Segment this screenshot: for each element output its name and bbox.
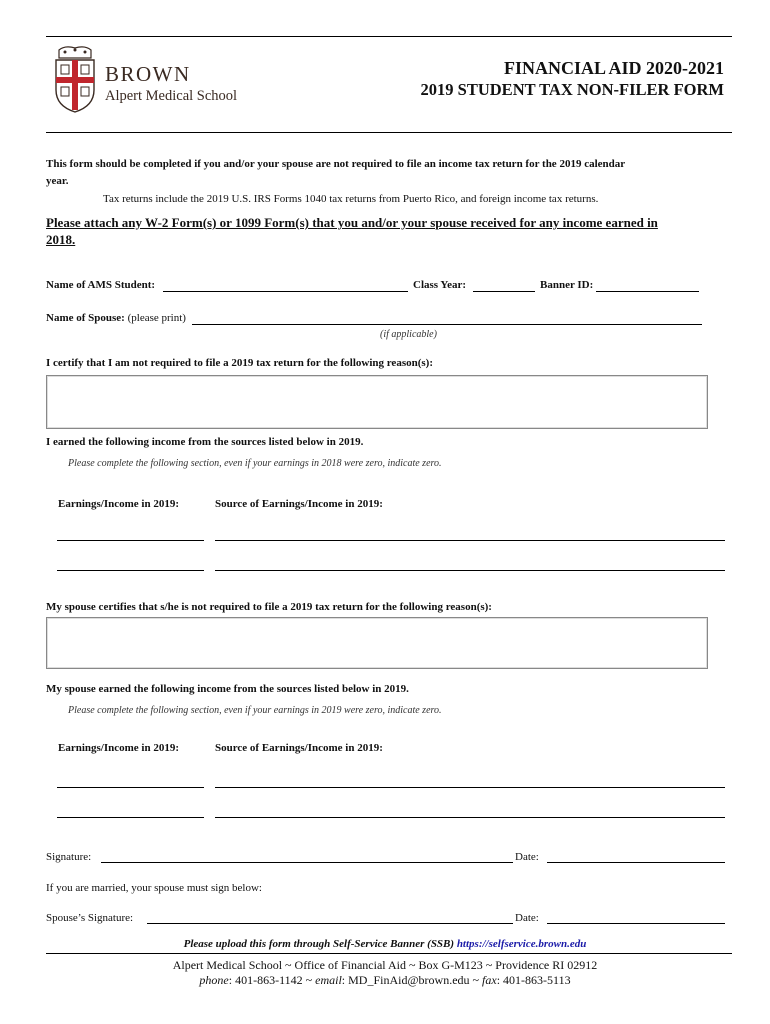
spouse-source-column-header: Source of Earnings/Income in 2019: bbox=[215, 742, 383, 754]
spouse-signature-label: Spouse’s Signature: bbox=[46, 912, 134, 924]
spouse-name-label bbox=[46, 312, 186, 324]
spouse-name-hint: (please print) bbox=[127, 312, 186, 324]
date-label: Date: bbox=[515, 851, 539, 863]
spouse-date-field[interactable] bbox=[547, 923, 725, 924]
class-year-label: Class Year: bbox=[413, 279, 467, 291]
student-source-line-1[interactable] bbox=[215, 540, 725, 541]
phone-number: : 401-863-1142 ~ bbox=[228, 973, 313, 987]
email-address[interactable]: : MD_FinAid@brown.edu ~ bbox=[341, 973, 480, 987]
date-field[interactable] bbox=[547, 862, 725, 863]
student-earnings-note: Please complete the following section, even if your earnings in 2018 were zero, indicate zero. bbox=[68, 458, 442, 469]
signature-field[interactable] bbox=[101, 862, 513, 863]
spouse-earnings-note: Please complete the following section, even if your earnings in 2019 were zero, indicate zero. bbox=[68, 705, 442, 716]
intro-text-continued: year. bbox=[46, 175, 69, 187]
phone-label: phone bbox=[199, 973, 229, 987]
student-earned-label: I earned the following income from the sources listed below in 2019. bbox=[46, 436, 364, 448]
spouse-reason-box[interactable] bbox=[46, 617, 708, 669]
student-earnings-column-header: Earnings/Income in 2019: bbox=[58, 498, 180, 510]
married-note: If you are married, your spouse must sign below: bbox=[46, 882, 262, 894]
spouse-earnings-column-header: Earnings/Income in 2019: bbox=[58, 742, 180, 754]
selfservice-link[interactable]: https://selfservice.brown.edu bbox=[456, 938, 587, 950]
class-year-field[interactable] bbox=[473, 291, 535, 292]
email-label: email bbox=[315, 973, 342, 987]
logo-subtitle: Alpert Medical School bbox=[105, 88, 238, 104]
spouse-earnings-line-2[interactable] bbox=[57, 817, 204, 818]
student-earnings-line-2[interactable] bbox=[57, 570, 204, 571]
top-rule bbox=[46, 36, 732, 37]
spouse-certify-label: My spouse certifies that s/he is not required to file a 2019 tax return for the following reason(s): bbox=[46, 601, 492, 613]
form-title: FINANCIAL AID 2020-2021 bbox=[503, 58, 724, 78]
tax-returns-note: Tax returns include the 2019 U.S. IRS Forms 1040 tax returns from Puerto Rico, and foreign income tax returns. bbox=[103, 193, 599, 205]
banner-id-field[interactable] bbox=[596, 291, 699, 292]
form-subtitle: 2019 STUDENT TAX NON-FILER FORM bbox=[420, 80, 724, 99]
spouse-earned-label: My spouse earned the following income from the sources listed below in 2019. bbox=[46, 683, 409, 695]
student-name-label: Name of AMS Student: bbox=[46, 279, 156, 291]
student-name-field[interactable] bbox=[163, 291, 408, 292]
spouse-earnings-line-1[interactable] bbox=[57, 787, 204, 788]
spouse-name-label-text: Name of Spouse: bbox=[46, 312, 125, 324]
fax-label: fax bbox=[482, 973, 497, 987]
upload-instruction bbox=[0, 938, 770, 950]
student-certify-label: I certify that I am not required to file a 2019 tax return for the following reason(s): bbox=[46, 357, 433, 369]
banner-id-label: Banner ID: bbox=[540, 279, 594, 291]
student-source-line-2[interactable] bbox=[215, 570, 725, 571]
upload-text: Please upload this form through Self-Service Banner (SSB) bbox=[183, 938, 455, 950]
attach-instruction-continued: 2018. bbox=[46, 232, 76, 247]
contact-line bbox=[0, 973, 770, 988]
signature-label: Signature: bbox=[46, 851, 92, 863]
spouse-name-field[interactable] bbox=[192, 324, 702, 325]
student-reason-box[interactable] bbox=[46, 375, 708, 429]
attach-instruction: Please attach any W-2 Form(s) or 1099 Form(s) that you and/or your spouse received for any income earned in bbox=[46, 215, 658, 230]
intro-text: This form should be completed if you and/or your spouse are not required to file an income tax return for the 2019 calendar bbox=[46, 158, 626, 170]
header-rule bbox=[46, 132, 732, 133]
fax-number: : 401-863-5113 bbox=[496, 973, 571, 987]
spouse-source-line-1[interactable] bbox=[215, 787, 725, 788]
footer-rule bbox=[46, 953, 732, 954]
spouse-signature-field[interactable] bbox=[147, 923, 513, 924]
logo-wordmark: BROWN bbox=[105, 62, 191, 86]
spouse-date-label: Date: bbox=[515, 912, 539, 924]
student-earnings-line-1[interactable] bbox=[57, 540, 204, 541]
spouse-source-line-2[interactable] bbox=[215, 817, 725, 818]
if-applicable-note: (if applicable) bbox=[380, 329, 437, 340]
brown-shield-icon bbox=[53, 44, 97, 114]
student-source-column-header: Source of Earnings/Income in 2019: bbox=[215, 498, 383, 510]
office-address: Alpert Medical School ~ Office of Financial Aid ~ Box G-M123 ~ Providence RI 02912 bbox=[172, 958, 598, 972]
